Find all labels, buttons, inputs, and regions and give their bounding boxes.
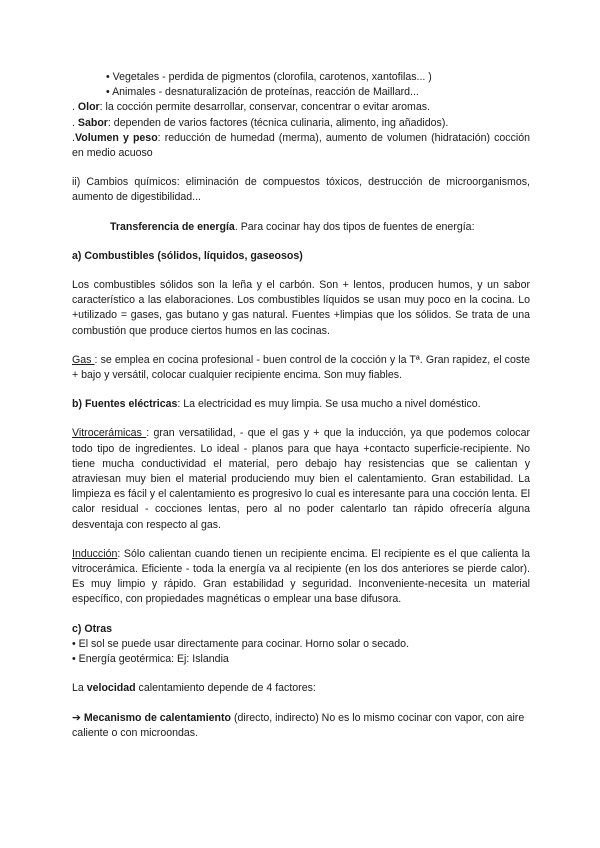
paragraph-vitroceramicas: Vitrocerámicas : gran versatilidad, - que el gas y + que la inducción, ya que podemos colocar todo tipo de ingredientes. Lo ideal - planos para que haya +contacto superficie-recipiente. No tiene mucha conductividad el material, pero debajo hay resistencias que se calientan y atraviesan muy bien el material produciendo muy bien el calentamiento. Gran estabilidad. La limpieza es fácil y el calentamiento es progresivo lo cual es interesante para una cocción lenta. El calor residual - cocciones lentas, pero al no poder calentarlo tan rápido ofrecería alguna desventaja con respecto al gas. xyxy=(72,427,530,531)
paragraph-electricas: b) Fuentes eléctricas: La electricidad es muy limpia. Se usa mucho a nivel doméstico. xyxy=(72,398,481,411)
paragraph-olor: . Olor: la cocción permite desarrollar, conservar, concentrar o evitar aromas. xyxy=(72,101,430,114)
velocidad-label: velocidad xyxy=(86,682,136,695)
list-item: • El sol se puede usar directamente para cocinar. Horno solar o secado. xyxy=(72,637,410,650)
paragraph-combustibles: Los combustibles sólidos son la leña y el carbón. Son + lentos, producen humos, y un sabor característico a las elaboraciones. Los combustibles líquidos se usan muy poco en la cocina. Lo +utilizado = gases, gas butano y gas natural. Fuentes +limpias que los sólidos. Se trata de una combustión que produce ciertos humos en las cocinas. xyxy=(72,279,530,337)
paragraph-velocidad: La velocidad calentamiento depende de 4 factores: xyxy=(72,682,316,695)
vitro-label: Vitrocerámicas xyxy=(72,427,147,440)
energy-heading: Transferencia de energía. Para cocinar hay dos tipos de fuentes de energía: xyxy=(110,220,475,233)
paragraph-cambios-quimicos: ii) Cambios químicos: eliminación de compuestos tóxicos, destrucción de microorganismos, aumento de digestibilidad... xyxy=(72,176,530,204)
paragraph-volumen: .Volumen y peso: reducción de humedad (merma), aumento de volumen (hidratación) cocción en medio acuoso xyxy=(72,131,530,160)
induccion-label: Inducción xyxy=(72,547,118,560)
mecanismo-label: Mecanismo de calentamiento xyxy=(83,711,232,724)
paragraph-sabor: . Sabor: dependen de varios factores (técnica culinaria, alimento, ing añadidos). xyxy=(72,116,449,129)
combustibles-heading: a) Combustibles (sólidos, líquidos, gaseosos) xyxy=(72,249,303,262)
paragraph-mecanismo: ➔ Mecanismo de calentamiento (directo, indirecto) No es lo mismo cocinar con vapor, con aire caliente o con microondas. xyxy=(72,711,525,739)
list-item: • Vegetales - perdida de pigmentos (clorofila, carotenos, xantofilas... ) xyxy=(106,71,432,83)
paragraph-gas: Gas : se emplea en cocina profesional - buen control de la cocción y la Tª. Gran rapidez, el coste + bajo y versátil, colocar cualquier recipiente encima. Son muy fiables. xyxy=(72,353,531,382)
sabor-label: Sabor xyxy=(77,116,108,129)
olor-label: Olor xyxy=(77,101,100,114)
paragraph-induccion: Inducción: Sólo calientan cuando tienen un recipiente encima. El recipiente es el que calienta la vitrocerámica. Eficiente - toda la energía va al recipiente (en los dos anteriores se pierde calor). Es muy limpio y rápido. Gran estabilidad y seguridad. Inconveniente-necesita un material específico, con propiedades magnéticas o emplear una base difusora. xyxy=(72,547,530,606)
otras-heading: c) Otras xyxy=(72,622,113,635)
list-item: • Animales - desnaturalización de proteínas, reacción de Maillard... xyxy=(106,86,419,99)
arrow-icon: ➔ xyxy=(72,711,84,724)
energy-title: Transferencia de energía xyxy=(110,220,235,233)
volumen-label: Volumen y peso xyxy=(74,131,158,144)
list-item: • Energía geotérmica: Ej: Islandia xyxy=(72,653,229,666)
gas-label: Gas xyxy=(72,353,95,366)
electricas-title: b) Fuentes eléctricas xyxy=(72,398,178,411)
